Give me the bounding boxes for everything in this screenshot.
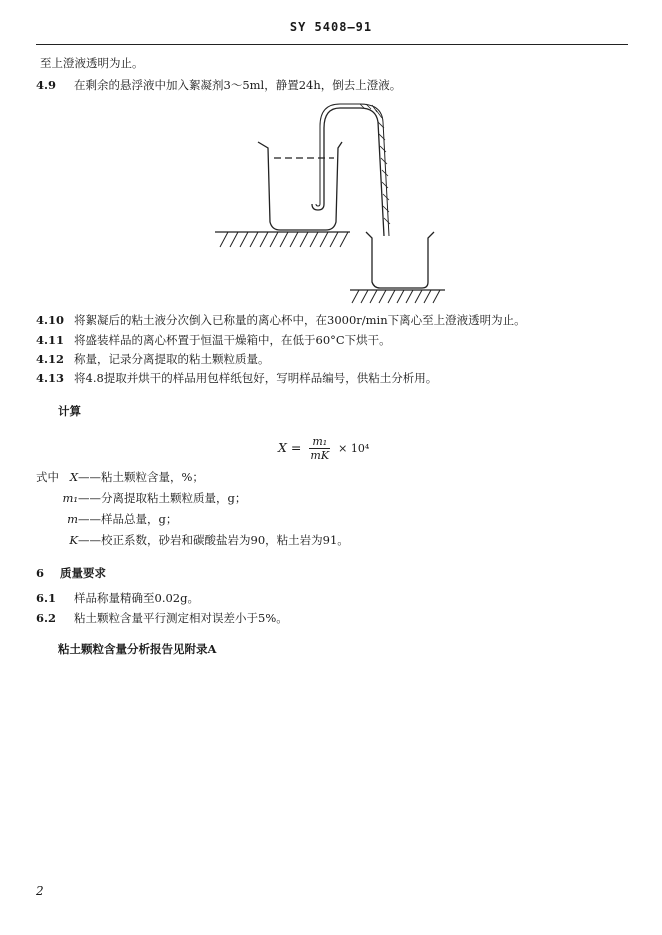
quality-6-2 xyxy=(36,611,288,625)
step-4-13 xyxy=(36,371,437,385)
step-4-10 xyxy=(36,313,526,327)
step-number: 4.13 xyxy=(36,371,65,385)
definition-text: ——分离提取粘土颗粒质量，g； xyxy=(78,491,247,505)
definition-row xyxy=(40,533,349,547)
page-header: SY 5408—91 xyxy=(289,20,373,34)
right-beaker xyxy=(366,232,434,288)
section-title: 质量要求 xyxy=(60,566,106,580)
step-text: 粘土颗粒含量平行测定相对误差小于5%。 xyxy=(74,611,288,625)
step-number: 4.9 xyxy=(36,78,57,92)
step-4-11 xyxy=(36,333,391,347)
formula-fraction xyxy=(309,435,330,462)
formula-numerator: m₁ xyxy=(309,435,330,449)
page-number: 2 xyxy=(36,884,44,898)
definition-text: ——样品总量，g； xyxy=(78,512,178,526)
formula-tail: × 10⁴ xyxy=(338,442,370,455)
continued-line: 至上澄液透明为止。 xyxy=(40,56,144,70)
report-note: 粘土颗粒含量分析报告见附录A xyxy=(58,642,217,656)
definition-symbol: m xyxy=(67,512,78,526)
step-text: 在剩余的悬浮液中加入絮凝剂3～5ml，静置24h，倒去上澄液。 xyxy=(74,78,402,92)
step-number: 4.12 xyxy=(36,352,65,366)
step-text: 将盛装样品的离心杯置于恒温干燥箱中，在低于60°C下烘干。 xyxy=(74,333,391,347)
left-beaker xyxy=(258,142,342,230)
definition-row xyxy=(40,491,246,505)
step-text: 将絮凝后的粘土液分次倒入已称量的离心杯中，在3000r/min下离心至上澄液透明为止。 xyxy=(74,313,526,327)
formula: X = $\frac{\text{m₁}}{mK}$ × 10⁴ xyxy=(278,435,370,462)
definition-symbol: m₁ xyxy=(62,491,78,505)
formula-denominator: mK xyxy=(310,449,330,462)
step-number: 4.10 xyxy=(36,313,65,327)
section-6-heading xyxy=(36,566,106,580)
step-number: 6.2 xyxy=(36,611,57,625)
formula-lhs: X xyxy=(278,440,287,455)
step-number: 4.11 xyxy=(36,333,65,347)
siphon-tube-outer xyxy=(312,108,384,236)
calc-heading: 计算 xyxy=(58,404,81,418)
step-text: 称量，记录分离提取的粘土颗粒质量。 xyxy=(74,352,270,366)
step-text: 样品称量精确至0.02g。 xyxy=(74,591,199,605)
section-number: 6 xyxy=(36,566,45,580)
step-4-9 xyxy=(36,78,401,92)
definition-text: ——校正系数，砂岩和碳酸盐岩为90，粘土岩为91。 xyxy=(78,533,349,547)
defs-intro: 式中 xyxy=(36,470,59,484)
definition-row xyxy=(40,470,204,484)
step-number: 6.1 xyxy=(36,591,57,605)
definition-symbol: X xyxy=(69,470,78,484)
step-4-12 xyxy=(36,352,270,366)
step-text: 将4.8提取并烘干的样品用包样纸包好，写明样品编号，供粘土分析用。 xyxy=(74,371,438,385)
quality-6-1 xyxy=(36,591,199,605)
right-ground-hatch xyxy=(352,290,440,303)
definition-text: ——粘土颗粒含量，%； xyxy=(78,470,204,484)
siphon-apparatus-figure xyxy=(200,92,460,312)
header-rule xyxy=(36,44,628,45)
definition-row xyxy=(40,512,177,526)
definition-symbol: K xyxy=(69,533,78,547)
left-ground-hatch xyxy=(220,232,348,247)
